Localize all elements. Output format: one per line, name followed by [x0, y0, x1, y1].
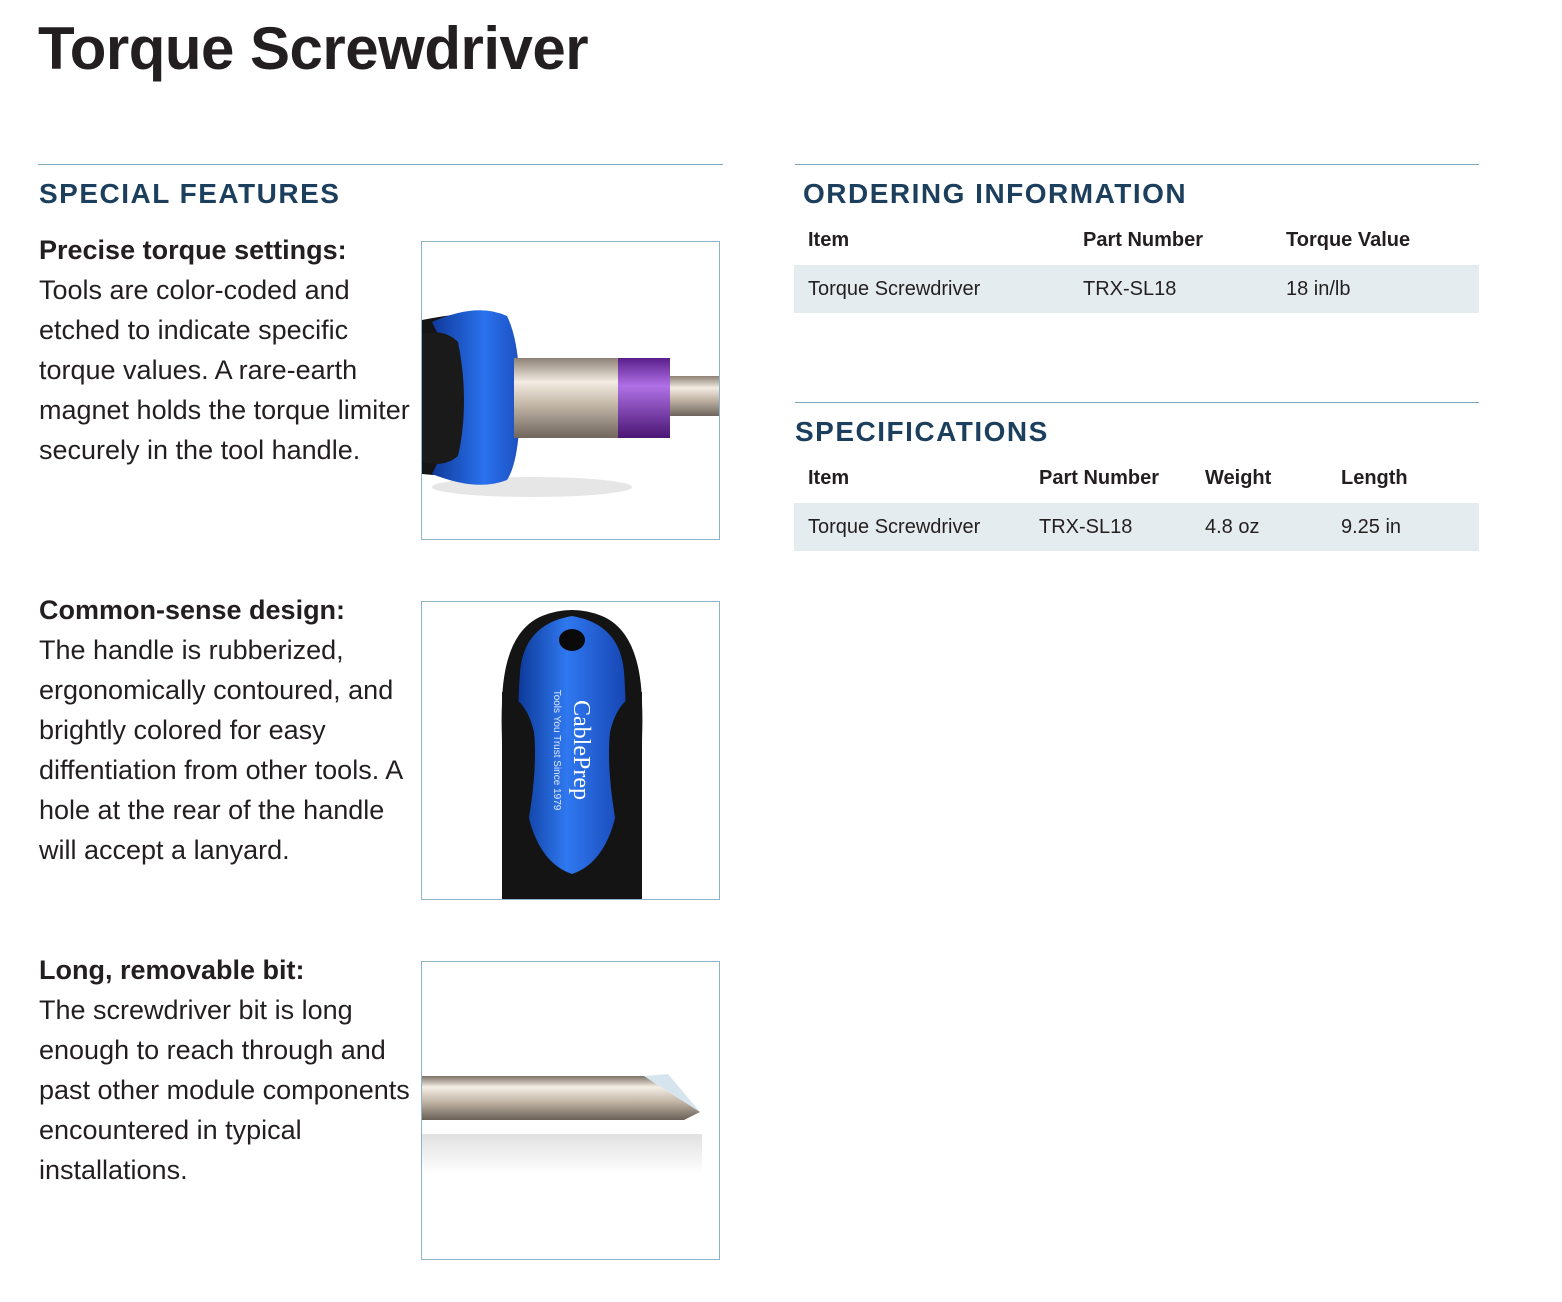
column-header: Part Number: [1039, 466, 1160, 489]
feature-removable-bit: [39, 950, 411, 1190]
table-row: [794, 265, 1479, 313]
feature-title: Common-sense design:: [39, 595, 346, 625]
bit-photo-icon: [421, 961, 720, 1260]
table-header-row: [794, 453, 1479, 503]
table-cell: Torque Screwdriver: [794, 503, 1025, 551]
handle-brand-label: CablePrep: [568, 700, 594, 800]
column-header: Item: [808, 466, 850, 489]
ordering-info-table: [794, 215, 1479, 313]
column-header: Item: [808, 228, 850, 251]
column-header: Weight: [1205, 466, 1272, 489]
feature-title: Long, removable bit:: [39, 955, 305, 985]
specifications-rule: [795, 402, 1479, 403]
table-row: [794, 503, 1479, 551]
feature-body: Tools are color-coded and etched to indicate specific torque values. A rare-earth magnet holds the torque limiter securely in the tool handle.: [39, 275, 410, 465]
specifications-heading: SPECIFICATIONS: [795, 416, 1049, 447]
feature-body: The handle is rubberized, ergonomically contoured, and brightly colored for easy diffentiation from other tools. A hole at the rear of the handle will accept a lanyard.: [39, 635, 402, 865]
feature-body: The screwdriver bit is long enough to reach through and past other module components encountered in typical installations.: [39, 995, 410, 1185]
feature-common-sense-design: [39, 590, 411, 870]
ordering-info-heading: ORDERING INFORMATION: [803, 178, 1188, 209]
ordering-info-rule: [795, 164, 1479, 165]
feature-torque-settings: [39, 230, 411, 470]
torque-limiter-photo-icon: [421, 241, 720, 540]
table-cell: 18 in/lb: [1272, 265, 1479, 313]
table-cell: TRX-SL18: [1025, 503, 1191, 551]
table-header-row: [794, 215, 1479, 265]
special-features-rule: [38, 164, 723, 165]
column-header: Part Number: [1083, 228, 1204, 251]
handle-photo-icon: [421, 601, 720, 900]
column-header: Torque Value: [1286, 228, 1411, 251]
feature-title: Precise torque settings:: [39, 235, 347, 265]
table-cell: TRX-SL18: [1069, 265, 1272, 313]
table-cell: 4.8 oz: [1191, 503, 1327, 551]
column-header: Length: [1341, 466, 1408, 489]
specifications-table: [794, 453, 1479, 551]
special-features-heading: SPECIAL FEATURES: [39, 178, 341, 209]
table-cell: 9.25 in: [1327, 503, 1479, 551]
handle-tagline-label: Tools You Trust Since 1979: [551, 689, 562, 811]
table-cell: Torque Screwdriver: [794, 265, 1069, 313]
page-title: Torque Screwdriver: [38, 15, 589, 82]
